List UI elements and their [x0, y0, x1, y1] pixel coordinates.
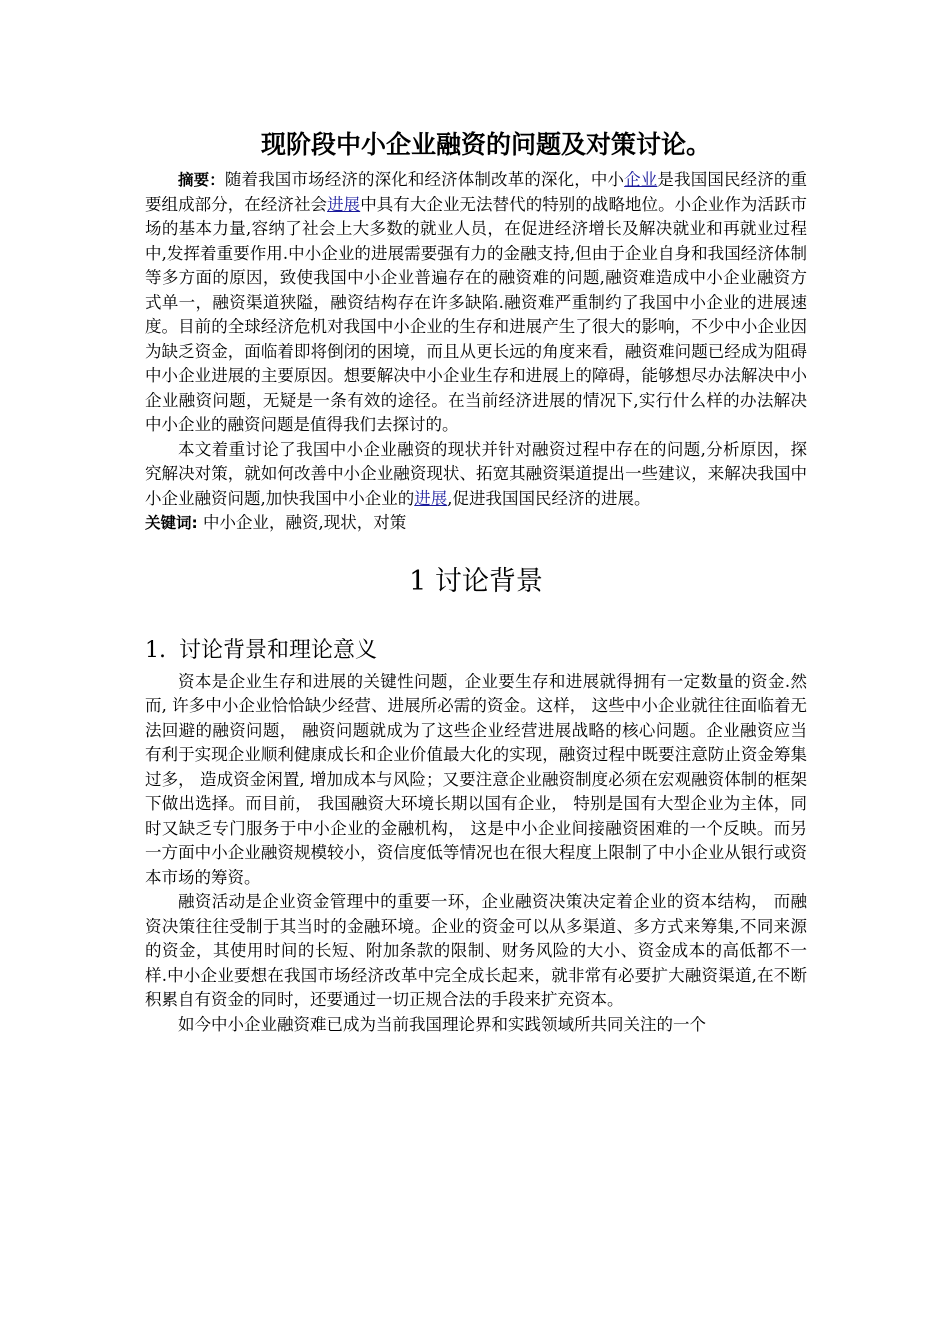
- abstract-paragraph-1: [145, 168, 807, 438]
- keywords-line: [145, 511, 807, 536]
- link-development-1[interactable]: 进展: [327, 194, 361, 214]
- subsection-number: 1.: [145, 637, 166, 663]
- keywords-label: 关键词:: [145, 514, 198, 532]
- abstract-p2-text-b: ,促进我国国民经济的进展。: [447, 488, 651, 508]
- body-paragraph-2: 融资活动是企业资金管理中的重要一环，企业融资决策决定着企业的资本结构， 而融资决策往往受制于其当时的金融环境。企业的资金可以从多渠道、多方式来筹集,不同来源的资金，其使用时间的长短、附加条款的限制、财务风险的大小、资金成本的高低都不一样.中小企业要想在我国市场经济改革中完全成长起来，就非常有必要扩大融资渠道,在不断积累自有资金的同时，还要通过一切正规合法的手段来扩充资本。: [145, 892, 807, 1009]
- abstract-paragraph-2: [145, 438, 807, 512]
- abstract-text-b: 是我国国民经济的重要组成部分，在经济社会: [145, 170, 807, 214]
- abstract-label: 摘要：: [178, 171, 225, 189]
- document-page: [145, 128, 807, 1037]
- keywords-text: 中小企业，融资,现状，对策: [197, 513, 407, 532]
- abstract-text-a: 随着我国市场经济的深化和经济体制改革的深化，中小: [224, 170, 625, 189]
- abstract-p2-text-a: 本文着重讨论了我国中小企业融资的现状并针对融资过程中存在的问题,分析原因，探究解决对策，就如何改善中小企业融资现状、拓宽其融资渠道提出一些建议，来解决我国中小企业融资问题,加快我国中小企业的: [145, 439, 807, 508]
- abstract-text-c: 中具有大企业无法替代的特别的战略地位。小企业作为活跃市场的基本力量,容纳了社会上大多数的就业人员，在促进经济增长及解决就业和再就业过程中,发挥着重要作用.中小企业的进展需要强有力的金融支持,但由于企业自身和我国经济体制等多方面的原因，致使我国中小企业普遍存在的融资难的问题,融资难造成中小企业融资方式单一，融资渠道狭隘，融资结构存在许多缺陷.融资难严重制约了我国中小企业的进展速度。目前的全球经济危机对我国中小企业的生存和进展产生了很大的影响，不少中小企业因为缺乏资金，面临着即将倒闭的困境，而且从更长远的角度来看，融资难问题已经成为阻碍中小企业进展的主要原因。想要解决中小企业生存和进展上的障碍，能够想尽办法解决中小企业融资问题，无疑是一条有效的途径。在当前经济进展的情况下,实行什么样的办法解决中小企业的融资问题是值得我们去探讨的。: [145, 194, 808, 434]
- subsection-heading: [145, 636, 807, 666]
- subsection-title: 讨论背景和理论意义: [179, 637, 378, 663]
- section-heading: 1 讨论背景: [409, 565, 543, 597]
- document-title: 现阶段中小企业融资的问题及对策讨论。: [260, 130, 711, 159]
- link-development-2[interactable]: 进展: [414, 488, 448, 508]
- body-paragraph-1: 资本是企业生存和进展的关键性问题，企业要生存和进展就得拥有一定数量的资金.然而, 许多中小企业恰恰缺少经营、进展所必需的资金。这样， 这些中小企业就往往面临着无法回避的融资问题， 融资问题就成为了这些企业经营进展战略的核心问题。企业融资应当有利于实现企业顺利健康成长和企业价值最大化的实现，融资过程中既要注意防止资金筹集过多， 造成资金闲置, 增加成本与风险；又要注意企业融资制度必须在宏观融资体制的框架下做出选择。而目前， 我国融资大环境长期以国有企业， 特别是国有大型企业为主体，同时又缺乏专门服务于中小企业的金融机构， 这是中小企业间接融资困难的一个反映。而另一方面中小企业融资规模较小，资信度低等情况也在很大程度上限制了中小企业从银行或资本市场的筹资。: [145, 671, 807, 887]
- body-paragraph-3: 如今中小企业融资难已成为当前我国理论界和实践领域所共同关注的一个: [178, 1014, 706, 1034]
- link-enterprise[interactable]: 企业: [624, 170, 658, 189]
